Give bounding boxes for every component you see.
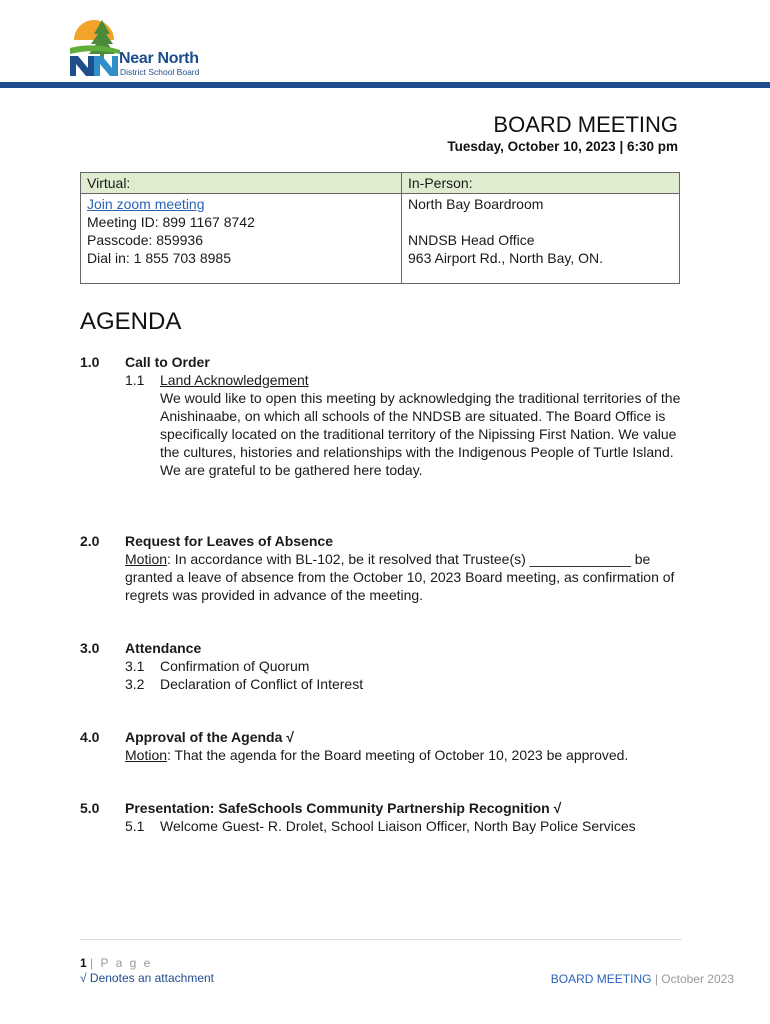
item-number: 2.0 — [80, 533, 100, 549]
footer-divider — [80, 939, 682, 940]
item-title: Presentation: SafeSchools Community Partnership Recognition √ — [125, 800, 562, 816]
item-title: Approval of the Agenda √ — [125, 729, 294, 745]
join-zoom-link[interactable]: Join zoom meeting — [87, 196, 205, 212]
footer-title: BOARD MEETING — [550, 972, 652, 986]
agenda-heading: AGENDA — [80, 308, 182, 335]
sub-text: Confirmation of Quorum — [160, 658, 310, 674]
sub-text: Welcome Guest- R. Drolet, School Liaison Officer, North Bay Police Services — [160, 818, 636, 834]
header-bar — [0, 82, 770, 88]
item-number: 3.0 — [80, 640, 100, 656]
meeting-date: Tuesday, October 10, 2023 | 6:30 pm — [447, 139, 678, 154]
item-title: Attendance — [125, 640, 202, 656]
attachment-note: √ Denotes an attachment — [80, 971, 214, 985]
item-number: 4.0 — [80, 729, 100, 745]
in-person-label: In-Person: — [402, 173, 680, 194]
head-office: NNDSB Head Office — [408, 232, 535, 248]
logo-name: Near North — [119, 50, 199, 67]
sub-title: Land Acknowledgement — [160, 372, 309, 388]
motion-label: Motion — [125, 747, 168, 763]
footer-separator: | — [651, 972, 662, 986]
item-title: Call to Order — [125, 354, 210, 370]
address: 963 Airport Rd., North Bay, ON. — [408, 250, 604, 266]
page-number: 1 — [80, 956, 87, 970]
page-title: BOARD MEETING — [493, 112, 678, 137]
item-title: Request for Leaves of Absence — [125, 533, 333, 549]
land-acknowledgement-text: We would like to open this meeting by acknowledging the traditional territories of the Anishinaabe, on which all schools of the NNDSB are situated. The Board Office is specifically located on the traditional territory of the Nipissing First Nation. We value the cultures, histories and relationships with the Indigenous People of Turtle Island. We are grateful to be gathered here today. — [160, 390, 681, 478]
virtual-label: Virtual: — [81, 173, 402, 194]
sub-text: Declaration of Conflict of Interest — [160, 676, 364, 692]
sub-number: 5.1 — [125, 818, 145, 834]
sub-number: 1.1 — [125, 372, 145, 388]
sub-number: 3.2 — [125, 676, 145, 692]
sub-number: 3.1 — [125, 658, 145, 674]
motion-text: : That the agenda for the Board meeting of October 10, 2023 be approved. — [167, 747, 629, 763]
passcode: Passcode: 859936 — [87, 232, 203, 248]
item-number: 5.0 — [80, 800, 100, 816]
logo-subtitle: District School Board — [120, 67, 200, 77]
dial-in: Dial in: 1 855 703 8985 — [87, 250, 231, 266]
page-label: | P a g e — [90, 956, 153, 970]
footer-date: October 2023 — [661, 972, 734, 986]
meeting-info-table — [80, 172, 680, 284]
meeting-id: Meeting ID: 899 1167 8742 — [87, 214, 255, 230]
motion-text: : In accordance with BL-102, be it resolved that Trustee(s) _____________ be granted a leave of absence from the October 10, 2023 Board meeting, as confirmation of regrets was provided in advance of the meeting. — [125, 551, 675, 603]
footer-left — [80, 956, 214, 986]
footer-right — [551, 972, 734, 986]
motion-label: Motion — [125, 551, 168, 567]
boardroom: North Bay Boardroom — [408, 196, 544, 212]
item-number: 1.0 — [80, 354, 100, 370]
